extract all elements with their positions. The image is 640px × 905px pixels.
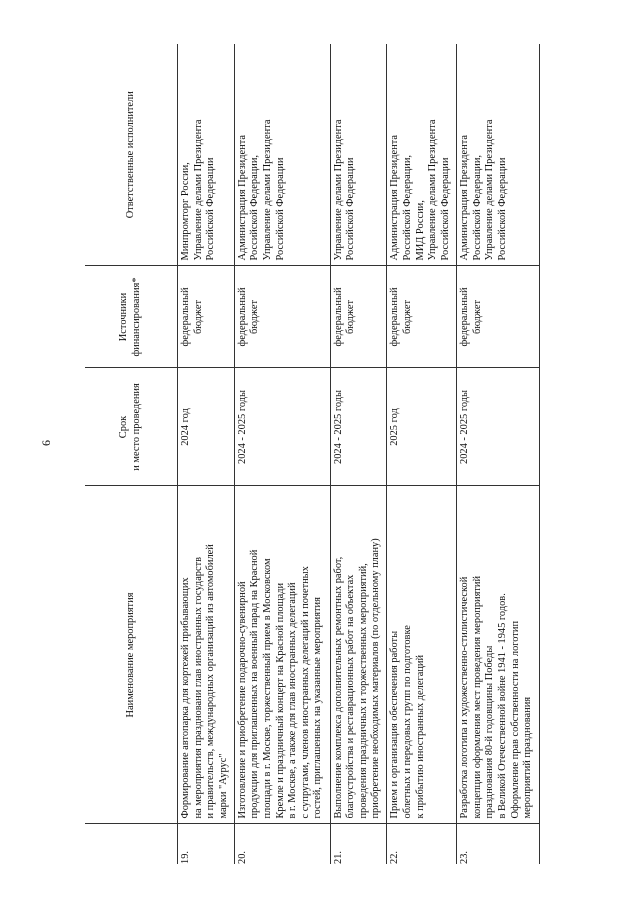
funding-cell	[234, 266, 330, 368]
event-line: в г. Москве, а также для глав иностранных делегаций	[287, 582, 299, 819]
responsible-line: Российской Федерации	[439, 157, 451, 261]
row-number: 21.	[330, 824, 387, 864]
event-line: площади в г. Москве, торжественный прием в Московском	[262, 558, 274, 819]
event-line: облетных и передовых групп по подготовке	[402, 625, 414, 819]
table-row	[457, 44, 540, 864]
term-cell: 2024 - 2025 годы	[330, 368, 387, 486]
event-line: Оформление прав собственности на логотип	[509, 620, 521, 819]
responsible-line: Российской Федерации	[205, 157, 217, 261]
funding-line: федеральный	[180, 287, 191, 347]
event-line: Разработка логотипа и художественно-стилистической	[459, 576, 471, 819]
table-header-row	[85, 44, 178, 864]
event-line: празднования 80-й годовщины Победы	[484, 645, 496, 819]
funding-cell	[178, 266, 235, 368]
event-line: Прием и организация обеспечения работы	[389, 630, 401, 819]
responsible-cell	[330, 44, 387, 266]
responsible-line: Администрация Президента	[236, 135, 248, 261]
term-cell: 2025 год	[387, 368, 457, 486]
responsible-line: Управление делами Президента	[192, 119, 204, 261]
responsible-line: Российской Федерации	[497, 157, 509, 261]
table-row	[387, 44, 457, 864]
funding-line: бюджет	[249, 300, 261, 335]
event-line: к прибытию иностранных делегаций	[414, 654, 426, 819]
responsible-line: Минпромторг России,	[180, 162, 191, 261]
funding-cell	[330, 266, 387, 368]
event-line: и правительств, международных организаций из автомобилей	[205, 544, 217, 819]
table-row	[178, 44, 235, 864]
responsible-line: Российской Федерации,	[471, 155, 483, 261]
header-funding: Источники финансирования*	[85, 266, 178, 368]
funding-line: федеральный	[332, 287, 344, 347]
responsible-line: Управление делами Президента	[332, 119, 344, 261]
event-cell	[387, 486, 457, 824]
table-container	[85, 44, 540, 864]
table-row	[234, 44, 330, 864]
responsible-cell	[387, 44, 457, 266]
responsible-line: Управление делами Президента	[427, 119, 439, 261]
responsible-cell	[178, 44, 235, 266]
header-number	[85, 824, 178, 864]
event-line: в Великой Отечественной войне 1941 - 1945 годов.	[497, 593, 509, 819]
responsible-line: Администрация Президента	[459, 135, 471, 261]
funding-line: бюджет	[471, 300, 483, 335]
event-cell	[457, 486, 540, 824]
funding-line: федеральный	[389, 287, 401, 347]
row-number: 20.	[234, 824, 330, 864]
event-line: Кремле и праздничный концерт на Красной площади	[274, 582, 286, 819]
event-line: с супругами, членов иностранных делегаций и почетных	[299, 566, 311, 819]
event-line: Формирование автопарка для кортежей прибывающих	[180, 577, 191, 819]
responsible-line: Российской Федерации	[345, 157, 357, 261]
funding-line: бюджет	[402, 300, 414, 335]
event-line: продукции для приглашенных на военный парад на Красной	[249, 549, 261, 819]
responsible-line: Администрация Президента	[389, 135, 401, 261]
row-number: 23.	[457, 824, 540, 864]
event-line: гостей, приглашенных на указанные мероприятия	[312, 597, 324, 819]
funding-line: федеральный	[236, 287, 248, 347]
header-responsible: Ответственные исполнители	[85, 44, 178, 266]
event-cell	[330, 486, 387, 824]
event-line: мероприятий празднования	[522, 696, 534, 819]
event-line: концепции оформления мест проведения мероприятий	[471, 575, 483, 819]
responsible-cell	[234, 44, 330, 266]
responsible-line: Управление делами Президента	[484, 119, 496, 261]
responsible-line: Российской Федерации,	[249, 155, 261, 261]
term-cell: 2024 год	[178, 368, 235, 486]
row-number: 19.	[178, 824, 235, 864]
row-number: 22.	[387, 824, 457, 864]
responsible-line: Российской Федерации	[274, 157, 286, 261]
events-table	[85, 44, 540, 864]
header-term: Срок и место проведения	[85, 368, 178, 486]
funding-line: федеральный	[459, 287, 471, 347]
event-line: Выполнение комплекса дополнительных ремонтных работ,	[332, 556, 344, 819]
event-cell	[234, 486, 330, 824]
funding-cell	[387, 266, 457, 368]
event-line: приобретение необходимых материалов (по отдельному плану)	[370, 538, 382, 819]
event-line: проведения праздничных и торжественных мероприятий,	[357, 563, 369, 819]
page-number: 6	[39, 440, 53, 446]
responsible-line: МИД России,	[414, 200, 426, 261]
responsible-line: Российской Федерации,	[402, 155, 414, 261]
term-cell: 2024 - 2025 годы	[457, 368, 540, 486]
responsible-line: Управление делами Президента	[262, 119, 274, 261]
event-line: марки "Аурус"	[217, 753, 229, 819]
event-line: Изготовление и приобретение подарочно-сувенирной	[236, 581, 248, 819]
funding-line: бюджет	[345, 300, 357, 335]
responsible-cell	[457, 44, 540, 266]
event-line: благоустройства и реставрационных работ на объектах	[345, 574, 357, 819]
funding-cell	[457, 266, 540, 368]
table-row	[330, 44, 387, 864]
funding-line: бюджет	[192, 300, 204, 335]
event-cell	[178, 486, 235, 824]
header-event: Наименование мероприятия	[85, 486, 178, 824]
term-cell: 2024 - 2025 годы	[234, 368, 330, 486]
event-line: на мероприятия праздновани глав иностранных государств	[192, 556, 204, 819]
